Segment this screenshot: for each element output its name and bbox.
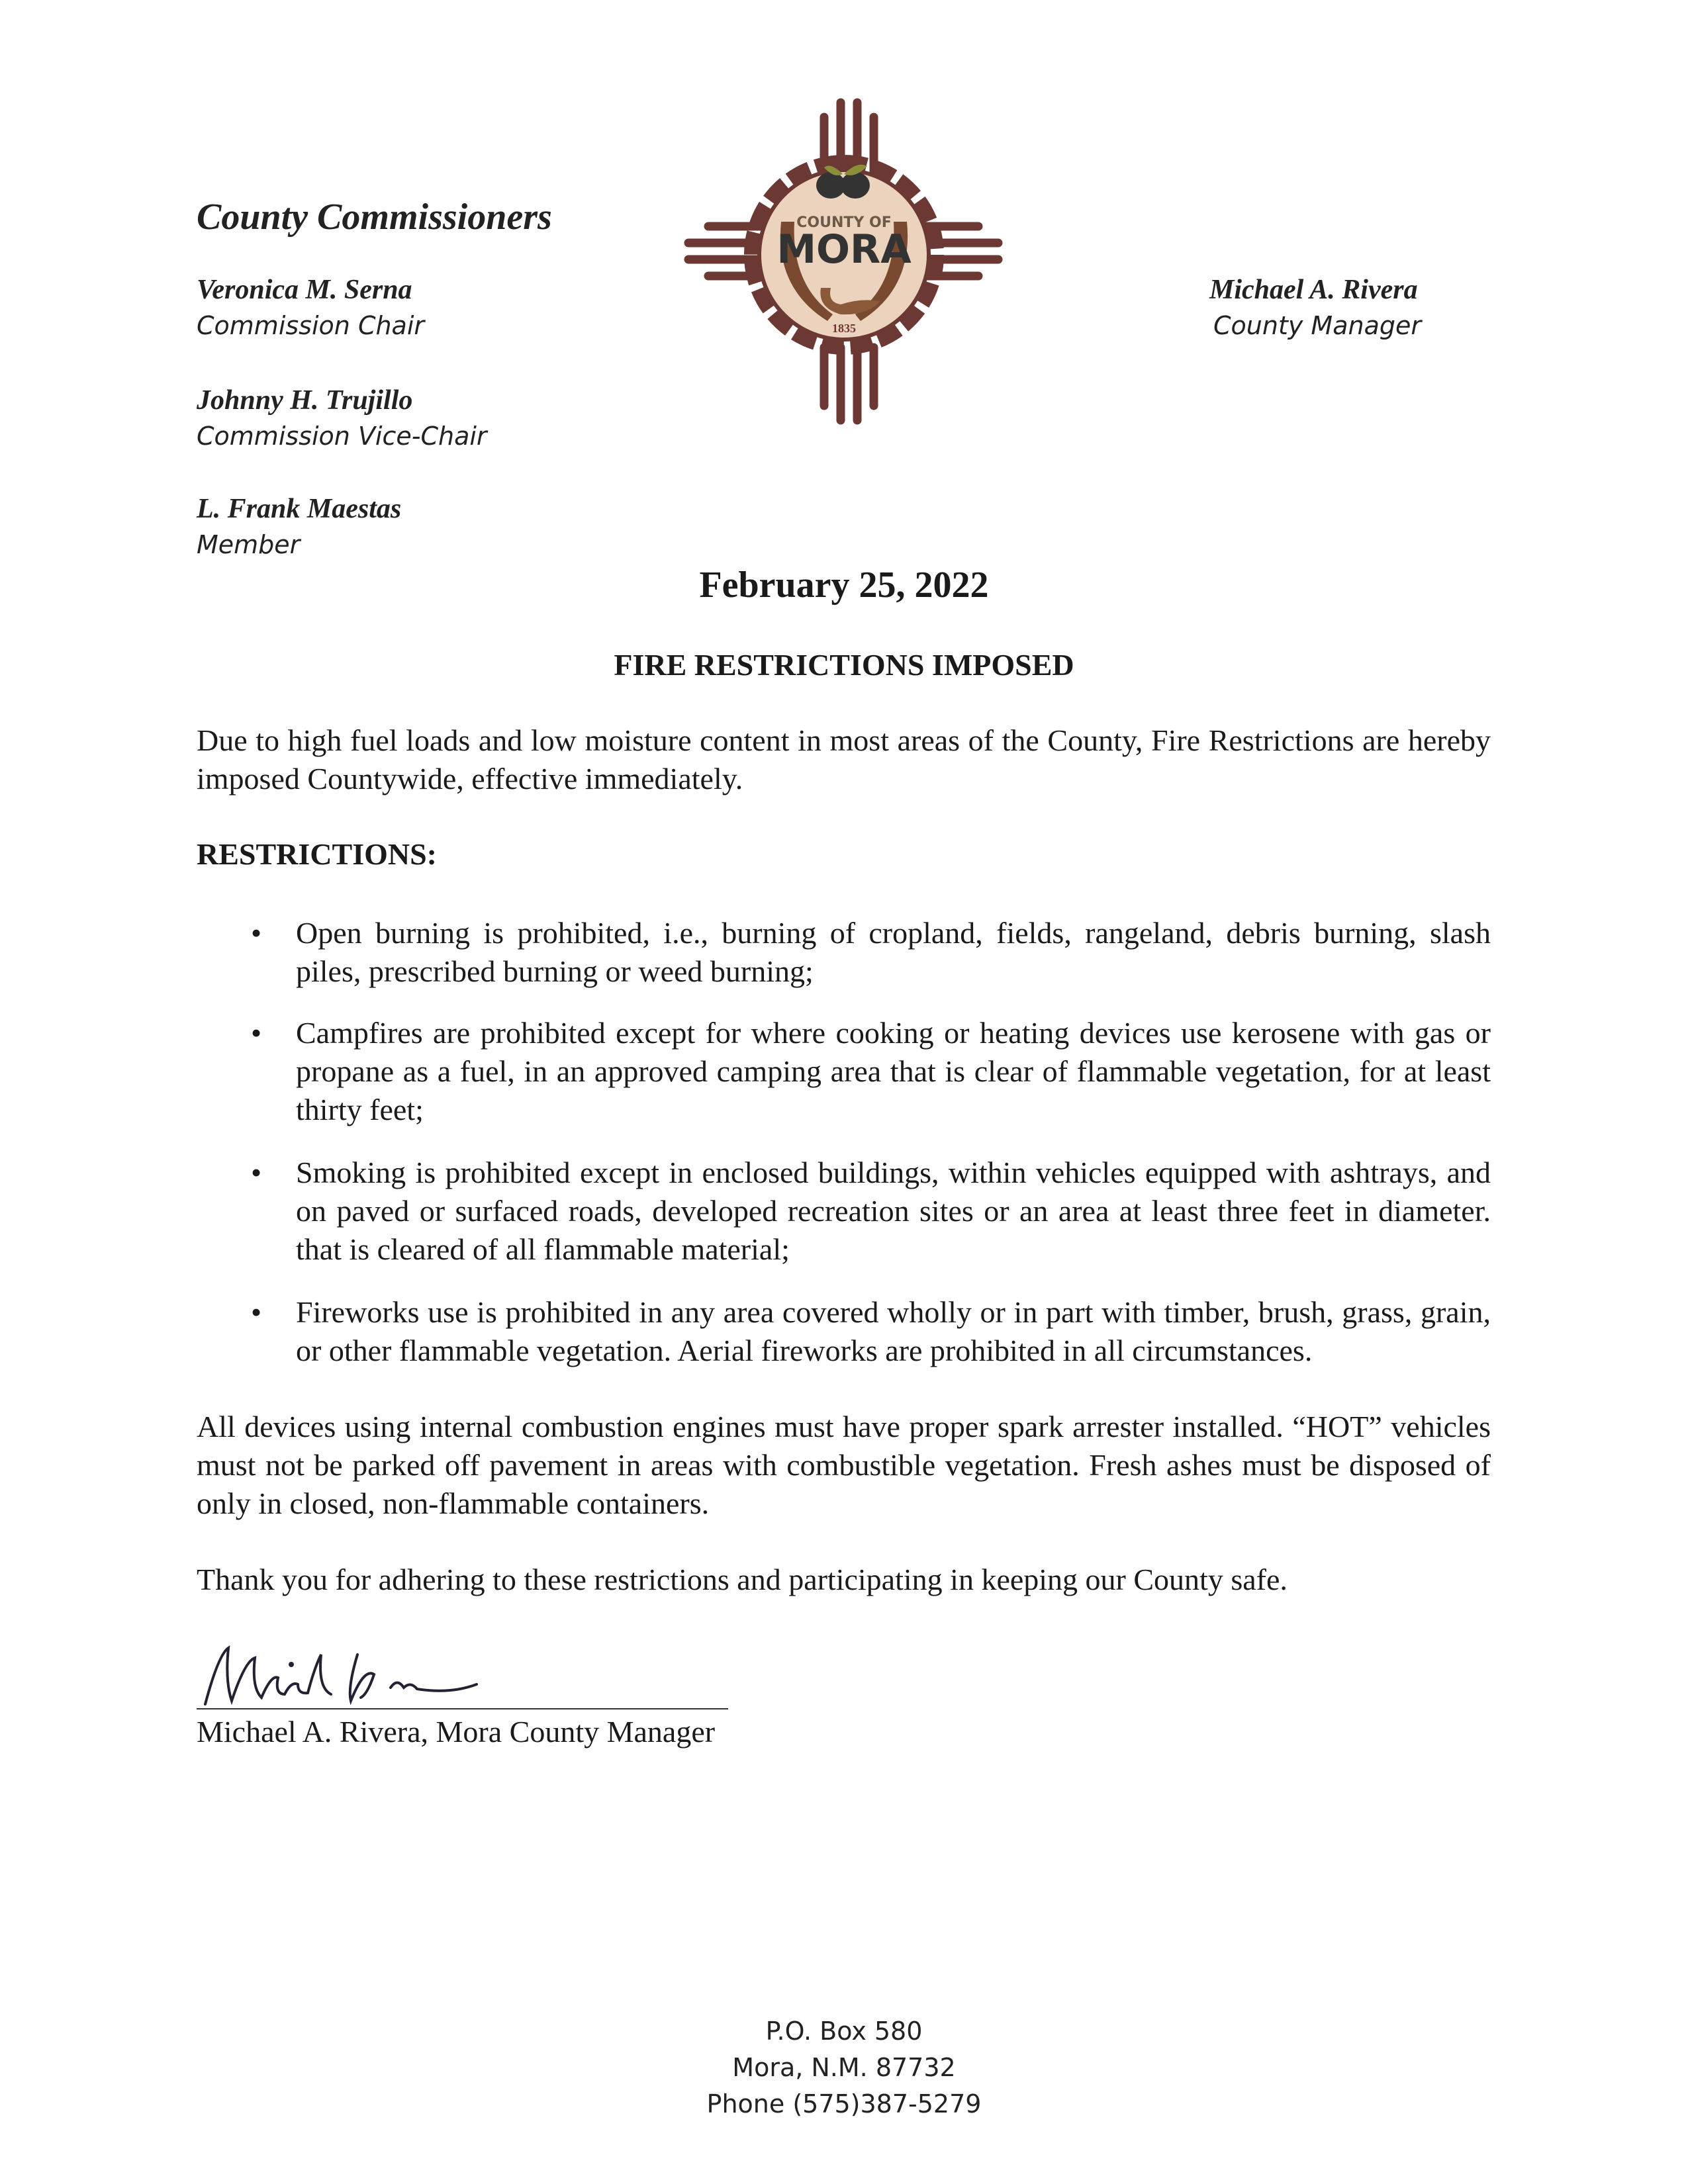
manager-name: Michael A. Rivera bbox=[1209, 275, 1418, 305]
bullet-icon: • bbox=[251, 1295, 262, 1329]
restriction-item bbox=[251, 1014, 1491, 1129]
bullet-icon: • bbox=[251, 1156, 262, 1189]
logo-mora-text: MORA bbox=[776, 226, 912, 273]
restriction-text: Smoking is prohibited except in enclosed buildings, within vehicles equipped with ashtrays, and on paved or surfaced roads, developed recreation sites or an area at least three feet in diameter. that is cleared of all flammable material; bbox=[296, 1156, 1491, 1266]
footer-po-box: P.O. Box 580 bbox=[765, 2017, 923, 2046]
commissioner-role: Member bbox=[197, 530, 301, 559]
bullet-icon: • bbox=[251, 916, 262, 950]
restriction-item bbox=[251, 1154, 1491, 1269]
logo-county-of-text: COUNTY OF bbox=[796, 214, 892, 231]
footer-address bbox=[0, 2013, 1688, 2122]
commissioner-name: Johnny H. Trujillo bbox=[197, 385, 413, 416]
letter-date: February 25, 2022 bbox=[699, 565, 989, 606]
commissioner-role: Commission Chair bbox=[197, 311, 425, 340]
thanks-paragraph: Thank you for adhering to these restrictions and participating in keeping our County safe. bbox=[197, 1563, 1288, 1596]
restrictions-heading: RESTRICTIONS: bbox=[197, 837, 437, 871]
footer-city: Mora, N.M. 87732 bbox=[732, 2053, 956, 2082]
manager-role: County Manager bbox=[1213, 311, 1421, 340]
commissioner-name: Veronica M. Serna bbox=[197, 275, 412, 305]
commissioner-chair bbox=[197, 272, 424, 343]
county-manager bbox=[1209, 272, 1421, 343]
commissioners-heading: County Commissioners bbox=[197, 197, 552, 238]
logo-year-text: 1835 bbox=[832, 322, 856, 335]
restriction-text: Open burning is prohibited, i.e., burning of cropland, fields, rangeland, debris burning, slash piles, prescribed burning or weed burning; bbox=[296, 916, 1491, 988]
signatory-name: Michael A. Rivera, Mora County Manager bbox=[197, 1715, 716, 1749]
bullet-icon: • bbox=[251, 1016, 262, 1050]
restriction-text: Campfires are prohibited except for where cooking or heating devices use kerosene with gas or propane as a fuel, in an approved camping area that is clear of flammable vegetation, for at least thirty feet; bbox=[296, 1016, 1491, 1126]
restriction-item bbox=[251, 1293, 1491, 1370]
commissioner-member bbox=[197, 491, 401, 563]
county-of-mora-logo bbox=[682, 96, 1006, 427]
notice-title: FIRE RESTRICTIONS IMPOSED bbox=[614, 648, 1074, 682]
commissioner-name: L. Frank Maestas bbox=[197, 494, 402, 524]
handwritten-signature bbox=[199, 1628, 543, 1714]
commissioner-vice-chair bbox=[197, 383, 487, 454]
restriction-text: Fireworks use is prohibited in any area covered wholly or in part with timber, brush, grass, grain, or other flammable vegetation. Aerial fireworks are prohibited in all circumstances. bbox=[296, 1295, 1491, 1367]
footer-phone: Phone (575)387-5279 bbox=[706, 2089, 982, 2118]
intro-paragraph: Due to high fuel loads and low moisture content in most areas of the County, Fire Restrictions are hereby imposed Countywide, effective immediately. bbox=[197, 723, 1491, 796]
signature-line bbox=[197, 1708, 728, 1709]
devices-paragraph: All devices using internal combustion engines must have proper spark arrester installed. “HOT” vehicles must not be parked off pavement in areas with combustible vegetation. Fresh ashes must be disposed of only in closed, non-flammable containers. bbox=[197, 1410, 1491, 1520]
restriction-item bbox=[251, 914, 1491, 991]
commissioner-role: Commission Vice-Chair bbox=[197, 422, 487, 451]
